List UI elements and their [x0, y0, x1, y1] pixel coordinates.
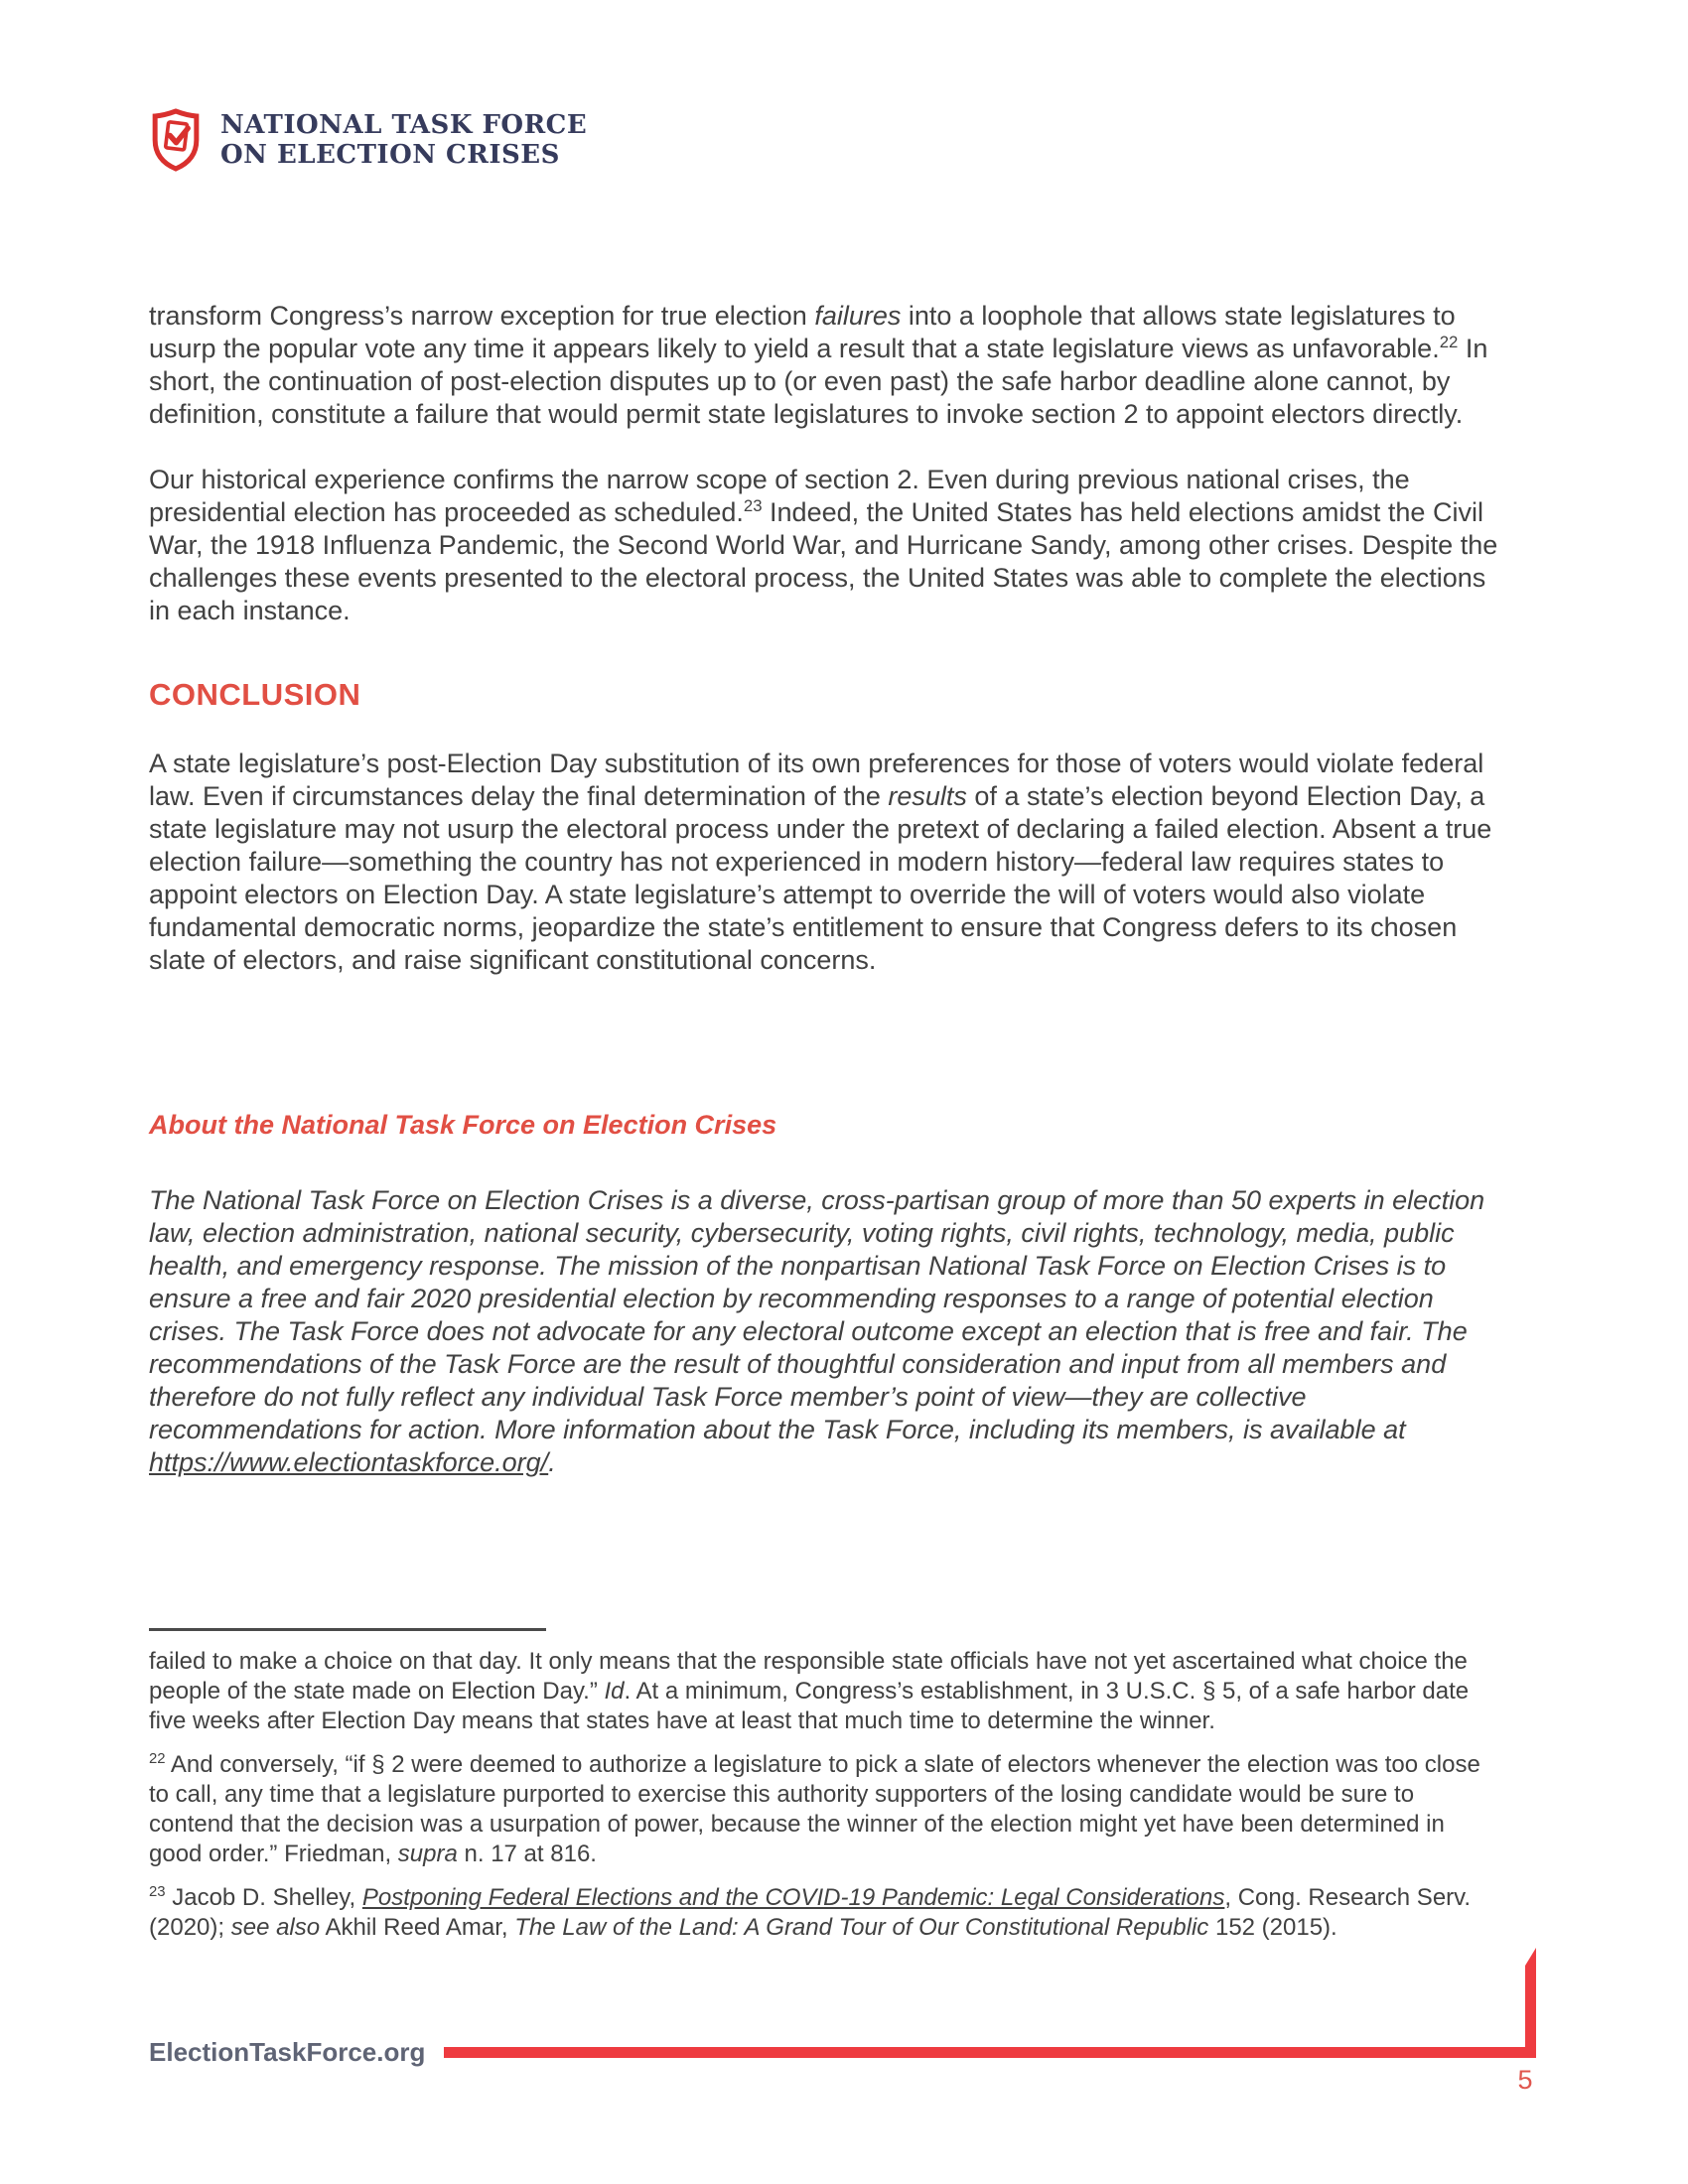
paragraph-section2-loophole [149, 300, 1502, 431]
text-segment: . [548, 1447, 556, 1477]
text-segment: failures [814, 301, 902, 331]
text-segment: results [888, 781, 967, 811]
document-body [149, 0, 1502, 1943]
org-logo-line2: ON ELECTION CRISES [220, 140, 560, 170]
text-segment: into a loophole that allows state legislatures to usurp the popular vote any time it appears likely to yield a result that a state legislature views as unfavorable. [149, 301, 1456, 363]
text-segment: failed to make a choice on that day. It only means that the responsible state officials have not yet ascertained what choice the people of the state made on Election Day.” [149, 1648, 1468, 1705]
footer-site-name: ElectionTaskForce.org [149, 2037, 426, 2067]
text-segment: Our historical experience confirms the narrow scope of section 2. Even during previous national crises, the presidential election has proceeded as scheduled. [149, 465, 1410, 527]
about-heading: About the National Task Force on Election Crises [149, 1110, 777, 1140]
text-segment: Indeed, the United States has held elections amidst the Civil War, the 1918 Influenza Pandemic, the Second World War, and Hurricane Sandy, among other crises. Despite the challenges these events presented to the electoral process, the United States was able to complete the elections in each instance. [149, 497, 1498, 625]
text-segment: n. 17 at 816. [457, 1841, 597, 1867]
paragraph-historical-experience [149, 464, 1502, 627]
text-segment: supra [397, 1841, 458, 1867]
footnote-22 [149, 1750, 1502, 1869]
text-segment: transform Congress’s narrow exception for true election [149, 301, 815, 331]
text-segment: Postponing Federal Elections and the COVID-19 Pandemic: Legal Considerations [361, 1884, 1225, 1911]
text-segment: 152 (2015). [1208, 1914, 1337, 1941]
paragraph-conclusion [149, 748, 1502, 977]
text-segment: A state legislature’s post-Election Day substitution of its own preferences for those of voters would violate federal law. Even if circumstances delay the final determination of the [149, 749, 1484, 811]
org-logo-line1: NATIONAL TASK FORCE [220, 110, 588, 140]
text-segment: , Cong. Research Serv. (2020); [149, 1884, 1472, 1941]
paragraph-about-taskforce [149, 1184, 1502, 1479]
text-segment: Akhil Reed Amar, [320, 1914, 515, 1941]
footnote-separator [149, 1628, 546, 1631]
text-segment: see also [230, 1914, 321, 1941]
conclusion-heading: CONCLUSION [149, 677, 361, 712]
text-segment: And conversely, “if § 2 were deemed to authorize a legislature to pick a slate of electors whenever the election was too close to call, any time that a legislature purported to exercise this authority supporters of the losing candidate would be sure to contend that the decision was a usurpation of power, because the winner of the election might yet have been determined in good order.” Friedman, [149, 1751, 1480, 1867]
footnote-ref: 22 [1439, 333, 1459, 351]
footnote-21-continuation [149, 1647, 1502, 1736]
footnote-ref: 23 [743, 496, 763, 515]
text-segment: Jacob D. Shelley, [165, 1884, 362, 1911]
text-segment: of a state’s election beyond Election Day, a state legislature may not usurp the electoral process under the pretext of declaring a failed election. Absent a true election failure—something the country has not experienced in modern history—federal law requires states to appoint electors on Election Day. A state legislature’s attempt to override the will of voters would also violate fundamental democratic norms, jeopardize the state’s entitlement to ensure that Congress defers to its chosen slate of electors, and raise significant constitutional concerns. [149, 781, 1492, 975]
text-segment: Id [604, 1678, 625, 1705]
text-segment: The Law of the Land: A Grand Tour of Our Constitutional Republic [514, 1914, 1209, 1941]
taskforce-url-link[interactable]: https://www.electiontaskforce.org/ [149, 1447, 549, 1477]
text-segment: In short, the continuation of post-election disputes up to (or even past) the safe harbor deadline alone cannot, by definition, constitute a failure that would permit state legislatures to invoke section 2 to appoint electors directly. [149, 334, 1488, 429]
page-number: 5 [1517, 2065, 1533, 2095]
text-segment: The National Task Force on Election Crises is a diverse, cross-partisan group of more than 50 experts in election law, election administration, national security, cybersecurity, voting rights, civil rights, technology, media, public health, and emergency response. The mission of the nonpartisan National Task Force on Election Crises is to ensure a free and fair 2020 presidential election by recommending responses to a range of potential election crises. The Task Force does not advocate for any electoral outcome except an election that is free and fair. The recommendations of the Task Force are the result of thoughtful consideration and input from all members and therefore do not fully reflect any individual Task Force member’s point of view—they are collective recommendations for action. More information about the Task Force, including its members, is available at [149, 1185, 1485, 1444]
footer-red-rule [444, 2047, 1536, 2058]
footnote-23 [149, 1883, 1502, 1943]
footer-red-riser [1525, 1948, 1536, 2047]
footnote-ref: 23 [149, 1884, 166, 1900]
text-segment: . At a minimum, Congress’s establishment, in 3 U.S.C. § 5, of a safe harbor date five weeks after Election Day means that states have at least that much time to determine the winner. [149, 1678, 1470, 1734]
footnote-ref: 22 [149, 1751, 166, 1767]
